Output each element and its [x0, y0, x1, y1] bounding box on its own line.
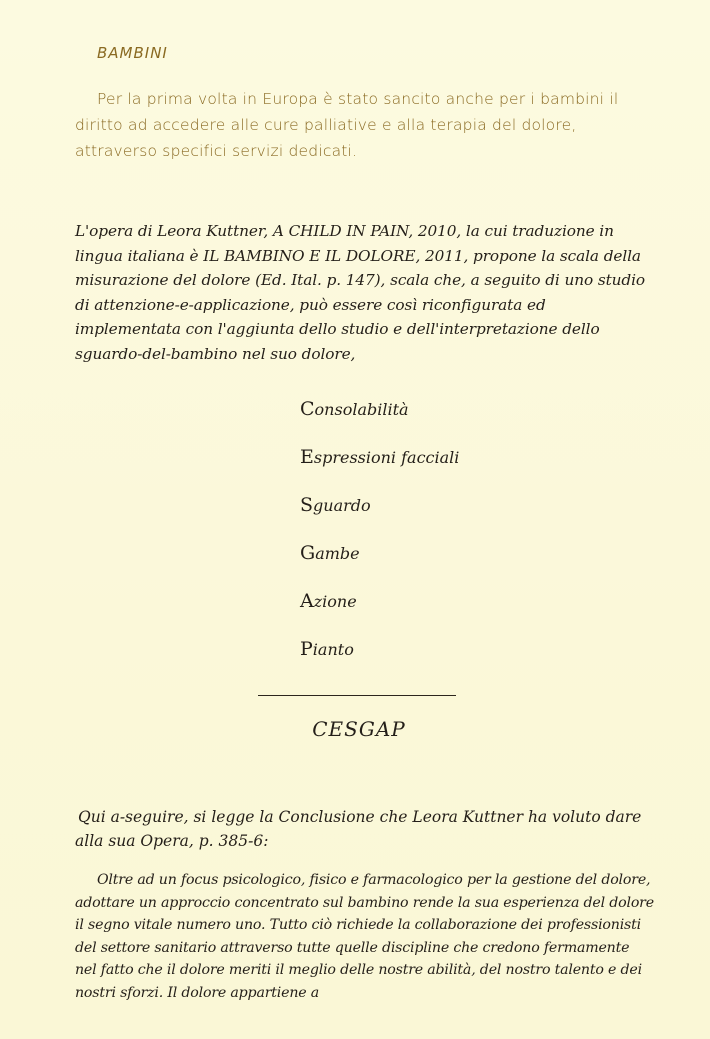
scale-item-text: ambe — [315, 544, 360, 563]
scale-item-initial: E — [300, 446, 314, 468]
scale-item-text: onsolabilità — [314, 400, 409, 419]
scale-item-initial: G — [300, 542, 316, 564]
conclusion-intro: Qui a-seguire, si legge la Conclusione che Leora Kuttner ha voluto dare alla sua Opera, p. 385-6: — [75, 808, 642, 850]
section-title: BAMBINI — [97, 44, 168, 62]
scale-item-text: spressioni facciali — [313, 448, 460, 467]
scale-item-text: zione — [313, 592, 357, 611]
scale-item-initial: S — [300, 494, 314, 516]
signature: CESGAP — [312, 717, 406, 741]
divider-line — [258, 695, 456, 696]
quote-paragraph: Oltre ad un focus psicologico, fisico e farmacologico per la gestione del dolore, adottare un approccio concentrato sul bambino rende la sua esperienza del dolore il segno vitale numero uno. Tutto ciò richiede la collaborazione dei professionisti del settore sanitario attraverso tutte quelle discipline che credono fermamente nel fatto che il dolore meriti il meglio delle nostre abilità, del nostro talento e dei nostri sforzi. Il dolore appartiene a — [75, 872, 654, 1001]
pain-scale-list — [300, 395, 459, 683]
scale-item-initial: C — [300, 398, 315, 420]
scale-item-consolabilita — [300, 395, 459, 443]
scale-item-pianto — [300, 635, 459, 683]
intro-paragraph: Per la prima volta in Europa è stato sancito anche per i bambini il diritto ad accedere alle cure palliative e alla terapia del dolore, attraverso specifici servizi dedicati. — [75, 90, 619, 160]
scale-item-text: ianto — [312, 640, 354, 659]
scale-item-azione — [300, 587, 459, 635]
scale-item-initial: P — [300, 638, 313, 660]
scale-item-sguardo — [300, 491, 459, 539]
scale-item-initial: A — [300, 590, 314, 612]
scale-item-espressioni-facciali — [300, 443, 459, 491]
scale-item-gambe — [300, 539, 459, 587]
kuttner-paragraph: L'opera di Leora Kuttner, A CHILD IN PAIN, 2010, la cui traduzione in lingua italiana è IL BAMBINO E IL DOLORE, 2011, propone la scala della misurazione del dolore (Ed. Ital. p. 147), scala che, a seguito di uno studio di attenzione-e-applicazione, può essere così riconfigurata ed implementata con l'aggiunta dello studio e dell'interpretazione dello sguardo-del-bambino nel suo dolore, — [75, 222, 645, 363]
scale-item-text: guardo — [313, 496, 371, 515]
